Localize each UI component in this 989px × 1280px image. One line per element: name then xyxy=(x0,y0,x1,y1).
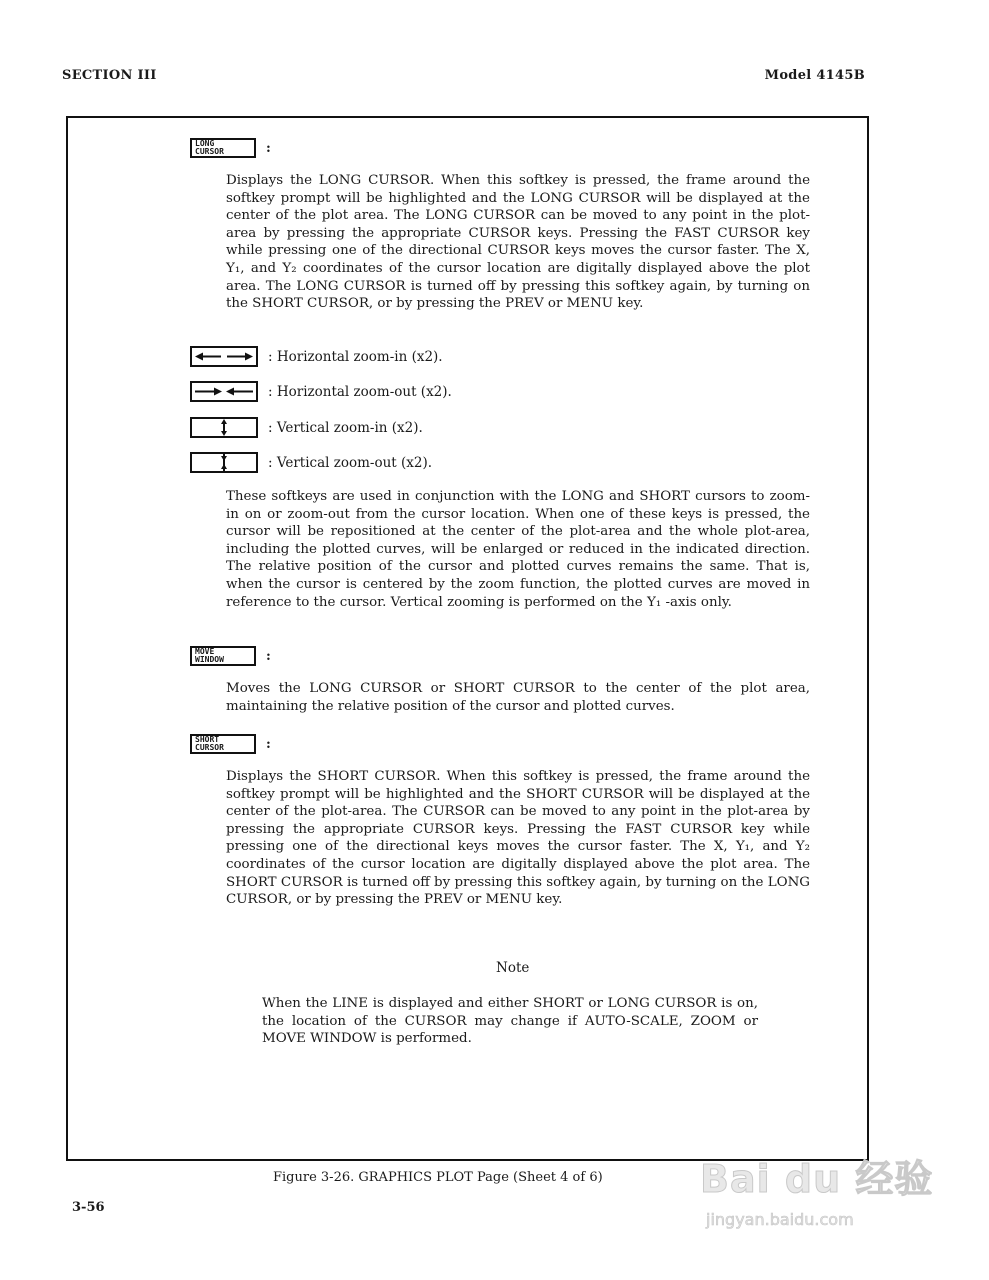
softkey-line-2: WINDOW xyxy=(195,655,224,664)
zoom-key-label: : Horizontal zoom-out (x2). xyxy=(268,383,452,400)
short-cursor-softkey xyxy=(190,734,256,754)
move-window-softkey xyxy=(190,646,256,666)
short-cursor-key-row xyxy=(190,734,271,754)
zoom-description: These softkeys are used in conjunction with the LONG and SHORT cursors to zoom-in on or zoom-out from the cursor location. When one of these keys is pressed, the cursor will be repositioned at the center of the plot-area and the whole plot-area, including the plotted curves, will be enlarged or reduced in the indicated direction. The relative position of the cursor and plotted curves remains the same. That is, when the cursor is centered by the zoom function, the plotted curves are moved in reference to the cursor. Vertical zooming is performed on the Y₁ -axis only. xyxy=(226,489,810,610)
short-cursor-description: Displays the SHORT CURSOR. When this softkey is pressed, the frame around the softkey prompt will be highlighted and the SHORT CURSOR will be displayed at the center of the plot-area. The CURSOR can be moved to any point in the plot-area by pressing the appropriate CURSOR keys. Pressing the FAST CURSOR key while pressing one of the directional keys moves the cursor faster. The X, Y₁, and Y₂ coordinates of the cursor location are digitally displayed above the plot area. The SHORT CURSOR is turned off by pressing this softkey again, by turning on the LONG CURSOR, or by pressing the PREV or MENU key. xyxy=(226,769,810,908)
horizontal-zoom-in-icon xyxy=(190,346,258,367)
softkey-line-1: SHORT xyxy=(195,735,220,744)
softkey-line-2: CURSOR xyxy=(195,147,224,156)
zoom-key-label: : Vertical zoom-in (x2). xyxy=(268,419,423,436)
softkey-line-2: CURSOR xyxy=(195,743,224,752)
vertical-zoom-in-icon xyxy=(190,417,258,438)
colon: : xyxy=(266,140,271,156)
zoom-key-label: : Horizontal zoom-in (x2). xyxy=(268,348,443,365)
zoom-key-label: : Vertical zoom-out (x2). xyxy=(268,454,433,471)
colon: : xyxy=(266,648,271,664)
vertical-zoom-out-icon xyxy=(190,452,258,473)
baidu-watermark-url: jingyan.baidu.com xyxy=(706,1210,854,1229)
long-cursor-description: Displays the LONG CURSOR. When this softkey is pressed, the frame around the softkey prompt will be highlighted and the LONG CURSOR will be displayed at the center of the plot area. The LONG CURSOR can be moved to any point in the plot-area by pressing the appropriate CURSOR keys. Pressing the FAST CURSOR key while pressing one of the directional CURSOR keys moves the cursor faster. The X, Y₁, and Y₂ coordinates of the cursor location are digitally displayed above the plot area. The LONG CURSOR is turned off by pressing this softkey again, by turning on the SHORT CURSOR, or by pressing the PREV or MENU key. xyxy=(226,173,810,312)
figure-caption: Figure 3-26. GRAPHICS PLOT Page (Sheet 4 of 6) xyxy=(273,1170,603,1185)
move-window-description: Moves the LONG CURSOR or SHORT CURSOR to the center of the plot area, maintaining the relative position of the cursor and plotted curves. xyxy=(226,681,810,714)
long-cursor-softkey xyxy=(190,138,256,158)
page-number: 3-56 xyxy=(72,1200,105,1215)
softkey-line-1: MOVE xyxy=(195,647,215,656)
softkey-line-1: LONG xyxy=(195,139,215,148)
section-header: SECTION III xyxy=(62,68,157,83)
note-title: Note xyxy=(496,960,530,976)
colon: : xyxy=(266,736,271,752)
zoom-key-row xyxy=(190,417,423,438)
zoom-key-row xyxy=(190,381,452,402)
horizontal-zoom-out-icon xyxy=(190,381,258,402)
zoom-key-row xyxy=(190,346,443,367)
move-window-key-row xyxy=(190,646,271,666)
model-header: Model 4145B xyxy=(764,68,865,83)
zoom-key-row xyxy=(190,452,432,473)
baidu-watermark-logo: Bai du 经验 xyxy=(700,1157,934,1201)
long-cursor-key-row xyxy=(190,138,271,158)
note-text: When the LINE is displayed and either SHORT or LONG CURSOR is on, the location of the CURSOR may change if AUTO-SCALE, ZOOM or MOVE WINDOW is performed. xyxy=(262,996,758,1047)
